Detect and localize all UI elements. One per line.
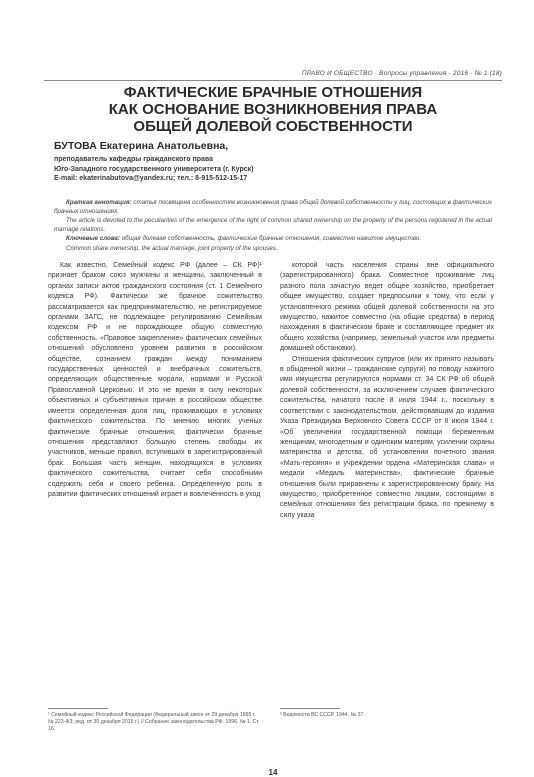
body-paragraph: которой часть населения страны вне официального (зарегистрированного) брака. Совместное проживание лиц разного пола зачастую ведет общее хозяйство, приобретает общее имущество, создает предпосылки к тому, что если у установленного режима общей долевой собственности на это имущество, нажитое совместно (на общие средства) в период нахождения в фактическом браке и составляющее предмет их общего хозяйства (например, земельный участок или предметы домашней обстановки). <box>280 262 494 353</box>
keywords <box>54 235 492 244</box>
annotation-label: Краткая аннотация: <box>66 199 132 206</box>
body-column-right <box>280 261 494 521</box>
body-column-left <box>48 261 262 500</box>
annotation-en: The article is devoted to the peculiarities of the emergence of the right of common shared ownership on the property of the persons registered in the actual marriage relations. <box>54 217 492 233</box>
footnote-right: ² Ведомости ВС СССР. 1944. № 37. <box>280 712 365 718</box>
abstract-block <box>54 199 492 255</box>
affiliation-line-3: E-mail: ekaterinabutova@yandex.ru; тел.: 8-915-512-15-17 <box>54 175 248 182</box>
page-number: 14 <box>268 768 278 777</box>
body-paragraph: Отношения фактических супругов (или их принято называть в обыденной жизни – гражданские супруги) по поводу нажитого ими имущества регулируются нормами ст. 34 СК РФ об общей долевой собственности, за исключением случаев фактического сожительства, начатого после 8 июля 1944 г., поскольку в соответствии с законодательством, действовавшим до издания Указа Президиума Верховного Совета СССР от 8 июля 1944 г. «Об увеличении государственной помощи беременным женщинам, многодетным и одиноким матерям, усилении охраны материнства и детства, об установлении почетного звания «Мать-героиня» и учреждении ордена «Материнская слава» и медали «Медаль материнства», фактические брачные отношения были приравнены к зарегистрированному браку. На имущество, приобретенное совместно лицами, состоящими в семейных отношениях без регистрации брака, по прежнему в силу указа <box>280 355 494 519</box>
header-rule <box>44 80 502 81</box>
title-line-1: ФАКТИЧЕСКИЕ БРАЧНЫЕ ОТНОШЕНИЯ <box>123 84 423 101</box>
article-title <box>44 84 502 135</box>
running-head: ПРАВО И ОБЩЕСТВО · Вопросы управления · 2016 · № 1 (18) <box>301 70 502 77</box>
document-page <box>44 56 502 777</box>
keywords-text: общая долевая собственность, фактические брачные отношения, совместно нажитое имущество. <box>120 235 422 243</box>
footnote-rule-right <box>280 708 340 709</box>
keywords-label: Ключевые слова: <box>66 235 120 243</box>
title-line-2: КАК ОСНОВАНИЕ ВОЗНИКНОВЕНИЯ ПРАВА <box>108 101 438 118</box>
title-line-3: ОБЩЕЙ ДОЛЕВОЙ СОБСТВЕННОСТИ <box>133 118 413 135</box>
annotation <box>54 199 492 216</box>
keywords-en: Common share ownership, the actual marriage, joint property of the spouses. <box>66 244 278 252</box>
author-affiliation <box>54 155 494 184</box>
annotation-text: статья посвящена особенностям возникновения права общей долевой собственности у лиц, состоящих в фактических брачных отношениях. <box>54 199 492 215</box>
affiliation-line-2: Юго-Западного государственного университета (г. Курск) <box>54 165 254 173</box>
body-paragraph: Как известно, Семейный кодекс РФ (далее – СК РФ)¹ признает браком союз мужчины и женщины, заключенный в органах записи актов гражданского состояния (ст. 1 Семейного кодекса РФ). Фактически же брачное сожительство рассматривается как предпринимательство, не регистрируемое органами ЗАГС, не подлежащее регулированию Семейным кодексом РФ и не порождающее общую совместную собственность. «Правовое закрепление» фактических семейных отношений обусловлено уровнем развития в российском обществе, сознанием граждан между пониманием государственных ценностей и внебрачных сожительств, определяющих общественные морали, нормами и Русской Православной Церковью. И это не время в силу некоторых объективных и субъективных причин в российском обществе имеется определенная доля лиц, проживающих в условиях фактического сожительства. По мнению многих ученых фактические брачные отношения, фактически брачные отношения представляют большую степень свободы их участников, меньше правил, вступивших в зарегистрированный брак. Большая часть женщин, находящихся в условиях фактического сожительства, считает себя способными содержать себя и своего ребенка. Определенную роль в развитии фактических отношений играет и вовлеченность в уход <box>48 262 262 498</box>
affiliation-line-1: преподаватель кафедры гражданского права <box>54 156 213 163</box>
author-name: БУТОВА Екатерина Анатольевна, <box>54 140 229 152</box>
footnote-rule-left <box>48 708 108 709</box>
footnote-left: ¹ Семейный кодекс Российской Федерации (Федеральный закон от 29 декабря 1995 г. № 223-ФЗ; ред. от 30 декабря 2015 г.) // Собрание законодательства РФ. 1996. № 1. Ст. 16. <box>48 712 260 732</box>
